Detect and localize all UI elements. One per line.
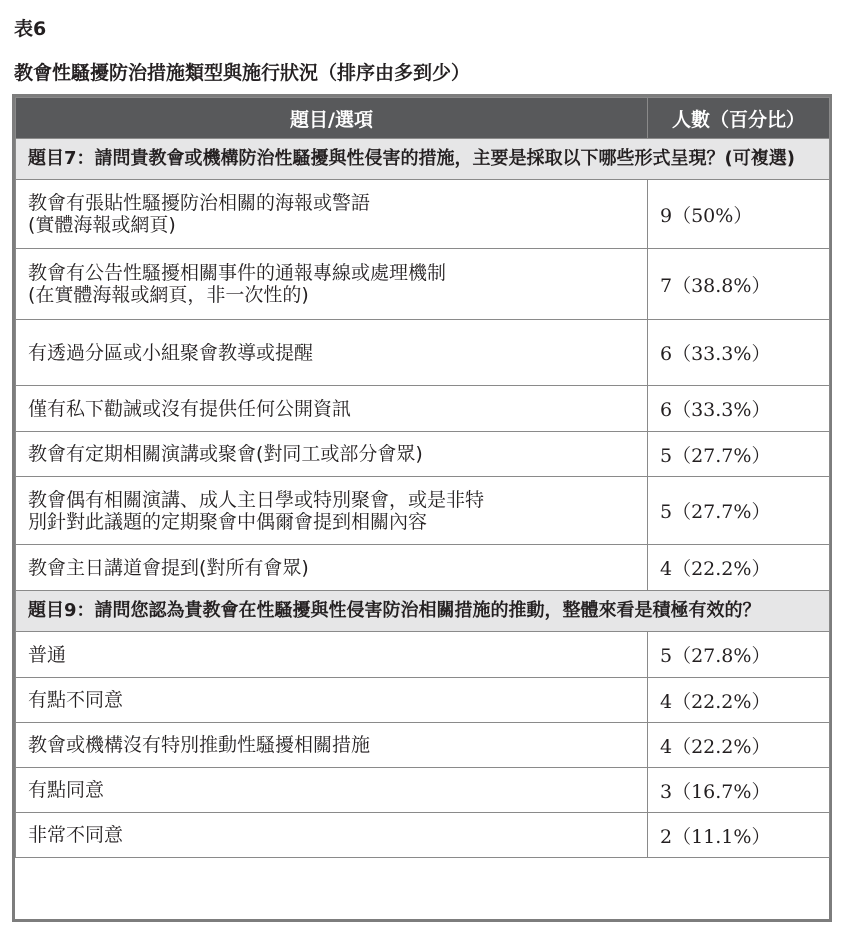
- table-row: [16, 813, 830, 858]
- table-row: [16, 477, 830, 545]
- option-line: (實體海報或網頁): [28, 214, 176, 236]
- option-line: 別針對此議題的定期聚會中偶爾會提到相關內容: [28, 510, 428, 533]
- count-cell: 7（38.8%）: [648, 249, 830, 320]
- option-cell: [16, 813, 648, 858]
- table-row: [16, 180, 830, 249]
- count-cell: 4（22.2%）: [648, 678, 830, 723]
- question-text: 題目7：請問貴教會或機構防治性騷擾與性侵害的措施，主要是採取以下哪些形式呈現？(可複選): [16, 139, 830, 180]
- count-cell: 4（22.2%）: [648, 545, 830, 591]
- option-line: 教會主日講道會提到(對所有會眾): [28, 556, 309, 579]
- option-line: 有點同意: [28, 779, 105, 801]
- table-caption-title: 教會性騷擾防治措施類型與施行狀況（排序由多到少）: [14, 62, 471, 84]
- section-header-q7: [16, 139, 830, 180]
- count-cell: 3（16.7%）: [648, 768, 830, 813]
- option-line: 非常不同意: [28, 824, 124, 846]
- option-cell: [16, 320, 648, 386]
- option-line: 教會偶有相關演講、成人主日學或特別聚會，或是非特: [28, 488, 485, 511]
- option-cell: [16, 180, 648, 249]
- table-row: [16, 545, 830, 591]
- table-row: [16, 723, 830, 768]
- survey-table: [12, 94, 832, 922]
- count-cell: 6（33.3%）: [648, 320, 830, 386]
- option-line: 教會有公告性騷擾相關事件的通報專線或處理機制: [28, 262, 447, 284]
- table-row: [16, 678, 830, 723]
- option-line: 普通: [28, 643, 67, 666]
- option-line: 教會有定期相關演講或聚會(對同工或部分會眾): [28, 443, 423, 465]
- count-cell: 5（27.8%）: [648, 632, 830, 678]
- count-cell: 9（50%）: [648, 180, 830, 249]
- table-caption-label: 表6: [14, 18, 47, 40]
- table-row: [16, 249, 830, 320]
- header-count-percent: 人數（百分比）: [648, 98, 830, 139]
- option-line: 教會或機構沒有特別推動性騷擾相關措施: [28, 734, 371, 756]
- question-text: 題目9：請問您認為貴教會在性騷擾與性侵害防治相關措施的推動，整體來看是積極有效的？: [16, 591, 830, 632]
- option-cell: [16, 768, 648, 813]
- table-row: [16, 632, 830, 678]
- count-cell: 5（27.7%）: [648, 477, 830, 545]
- table-row: [16, 386, 830, 432]
- option-line: (在實體海報或網頁，非一次性的): [28, 284, 309, 306]
- option-cell: [16, 632, 648, 678]
- count-cell: 6（33.3%）: [648, 386, 830, 432]
- count-cell: 4（22.2%）: [648, 723, 830, 768]
- table-row: [16, 320, 830, 386]
- option-cell: [16, 678, 648, 723]
- count-cell: 2（11.1%）: [648, 813, 830, 858]
- header-row: [16, 98, 830, 139]
- option-line: 教會有張貼性騷擾防治相關的海報或警語: [28, 192, 371, 214]
- section-header-q9: [16, 591, 830, 632]
- option-cell: [16, 477, 648, 545]
- option-line: 有透過分區或小組聚會教導或提醒: [28, 341, 314, 364]
- option-cell: [16, 545, 648, 591]
- table-row: [16, 768, 830, 813]
- count-cell: 5（27.7%）: [648, 432, 830, 477]
- option-cell: [16, 249, 648, 320]
- option-cell: [16, 432, 648, 477]
- option-cell: [16, 723, 648, 768]
- option-cell: [16, 386, 648, 432]
- option-line: 僅有私下勸誡或沒有提供任何公開資訊: [28, 397, 352, 420]
- option-line: 有點不同意: [28, 689, 124, 711]
- table-row: [16, 432, 830, 477]
- header-question-option: 題目/選項: [16, 98, 648, 139]
